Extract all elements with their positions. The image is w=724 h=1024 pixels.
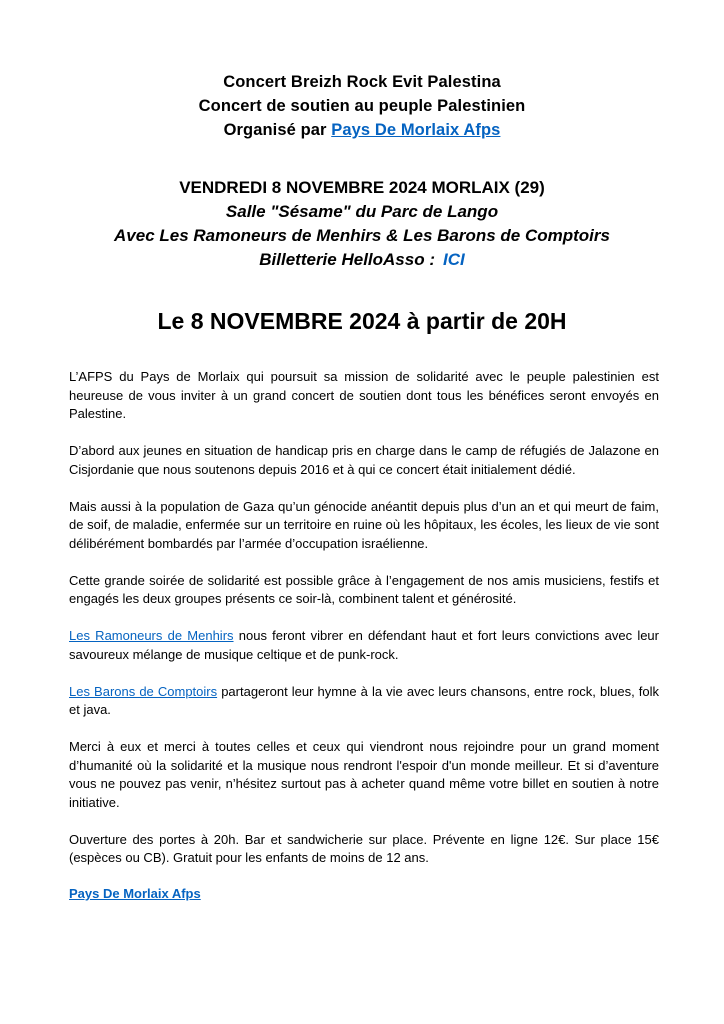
ramoneurs-text: nous feront vibrer en défendant haut et fort leurs convictions avec leur savoureux mélange de musique celtique et de punk-rock. [69,628,659,662]
paragraph-ramoneurs [69,627,659,664]
body-text [69,368,659,886]
event-date-location: VENDREDI 8 NOVEMBRE 2024 MORLAIX (29) [179,178,545,197]
paragraph-thanks: Merci à eux et merci à toutes celles et ceux qui viendront nous rejoindre pour un grand moment d’humanité où la solidarité et la musique nous rendront l'espoir d'un monde meilleur. Et si d’aventure vous ne pouvez pas venir, n’hésitez surtout pas à acheter quand même votre billet en soutien à notre initiative. [69,739,659,810]
barons-link[interactable]: Les Barons de Comptoirs [69,683,218,699]
footer-organizer-link[interactable]: Pays De Morlaix Afps [69,886,201,901]
organizer-line [0,118,724,142]
date-heading: Le 8 NOVEMBRE 2024 à partir de 20H [157,308,567,334]
ramoneurs-link[interactable]: Les Ramoneurs de Menhirs [69,628,234,643]
concert-subtitle: Concert de soutien au peuple Palestinien [198,97,526,115]
event-venue: Salle "Sésame" du Parc de Lango [225,202,499,221]
paragraph-solidarity: Cette grande soirée de solidarité est possible grâce à l’engagement de nos amis musiciens, festifs et engagés les deux groupes présents ce soir-là, combinent talent et générosité. [69,572,659,606]
paragraph-practical-info: Ouverture des portes à 20h. Bar et sandwicherie sur place. Prévente en ligne 12€. Sur place 15€ (espèces ou CB). Gratuit pour les enfants de moins de 12 ans. [69,831,659,865]
paragraph-gaza: Mais aussi à la population de Gaza qu’un génocide anéantit depuis plus d’un an et qui meurt de faim, de soif, de maladie, enfermée sur un territoire en ruine où les hôpitaux, les écoles, les lieux de vie sont délibérément bombardés par l’armée d’occupation israélienne. [69,498,659,551]
ticketing-label: Billetterie HelloAsso : [259,250,435,269]
event-bands: Avec Les Ramoneurs de Menhirs & Les Barons de Comptoirs [114,226,610,245]
event-block [0,176,724,272]
paragraph-jalazone: D’abord aux jeunes en situation de handicap pris en charge dans le camp de réfugiés de Jalazone en Cisjordanie que nous soutenons depuis 2016 et à qui ce concert était initialement dédié. [69,443,659,477]
ticketing-line [0,248,724,272]
header-block [0,70,724,142]
paragraph-intro: L’AFPS du Pays de Morlaix qui poursuit sa mission de solidarité avec le peuple palestinien est heureuse de vous inviter à un grand concert de soutien dont tous les bénéfices seront envoyés en Palestine. [69,369,659,421]
concert-title: Concert Breizh Rock Evit Palestina [223,73,501,91]
ticketing-link[interactable]: ICI [442,250,465,269]
barons-text: partageront leur hymne à la vie avec leurs chansons, entre rock, blues, folk et java. [69,683,659,717]
organizer-link[interactable]: Pays De Morlaix Afps [331,121,501,139]
organizer-prefix: Organisé par [223,121,332,139]
paragraph-barons [69,683,659,720]
